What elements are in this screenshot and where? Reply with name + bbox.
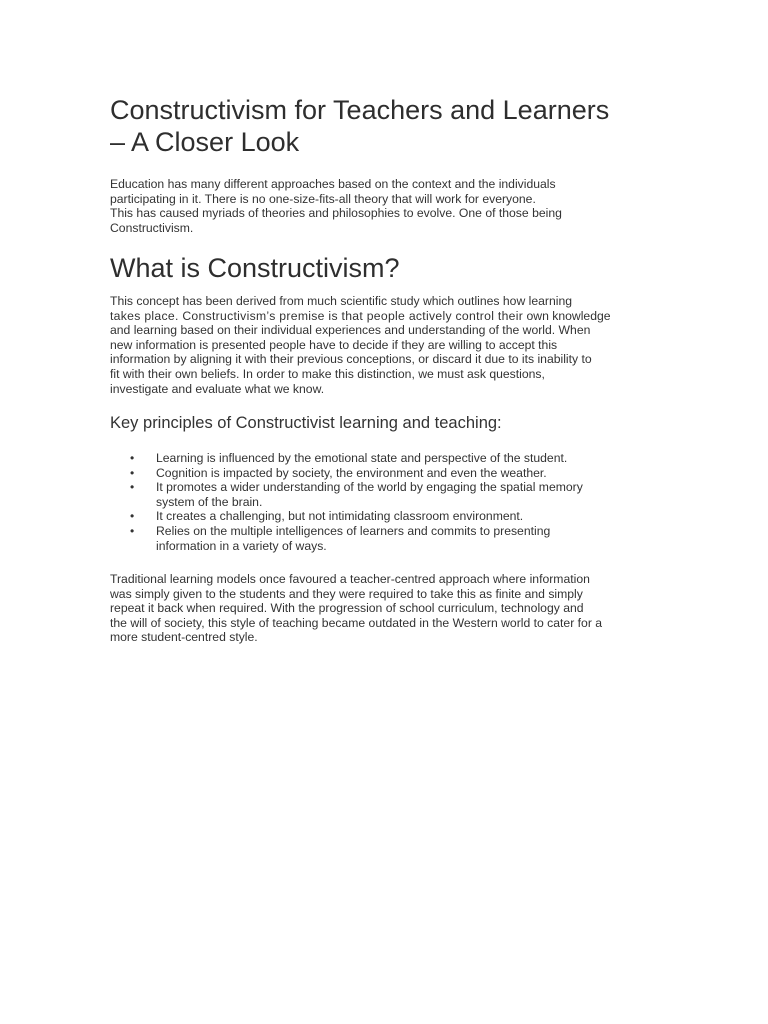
principles-heading: Key principles of Constructivist learning and teaching: <box>110 414 502 432</box>
text-line: Education has many different approaches based on the context and the individuals <box>110 177 556 191</box>
bullet-icon: • <box>130 451 135 465</box>
text-line: and learning based on their individual experiences and understanding of the world. When <box>110 323 591 338</box>
text-line: fit with their own beliefs. In order to make this distinction, we must ask questions, <box>110 366 545 381</box>
text-line: information in a variety of ways. <box>156 538 327 553</box>
text-line: Relies on the multiple intelligences of learners and commits to presenting <box>156 523 551 538</box>
title-line: Constructivism for Teachers and Learners <box>110 95 610 125</box>
text-line: Traditional learning models once favoured a teacher-centred approach where information <box>110 572 590 586</box>
text-line: repeat it back when required. With the progression of school curriculum, technology and <box>110 601 584 616</box>
text-line: information by aligning it with their previous conceptions, or discard it due to its inability to <box>110 352 592 367</box>
text-line: This has caused myriads of theories and philosophies to evolve. One of those being <box>110 206 562 221</box>
list-item <box>110 524 670 553</box>
bullet-icon: • <box>130 523 135 538</box>
text-line: new information is presented people have to decide if they are willing to accept this <box>110 337 558 352</box>
list-item <box>110 480 670 509</box>
text-line: participating in it. There is no one-size-fits-all theory that will work for everyone. <box>110 191 536 206</box>
list-item-text <box>156 480 670 509</box>
text-line: was simply given to the students and they were required to take this as finite and simply <box>110 586 583 601</box>
bullet-icon: • <box>130 509 135 524</box>
document-title <box>110 94 670 158</box>
list-item-text <box>156 524 670 553</box>
text-line: investigate and evaluate what we know. <box>110 381 325 396</box>
text-fragment: takes place. Constructivism’s premise is that people actively control their <box>110 308 524 323</box>
list-item <box>110 509 670 524</box>
list-item-text <box>156 451 670 466</box>
text-line: It creates a challenging, but not intimidating classroom environment. <box>156 509 524 524</box>
text-line: It promotes a wider understanding of the world by engaging the spatial memory <box>156 480 583 495</box>
text-fragment: own knowledge <box>523 308 611 323</box>
text-line <box>110 309 670 324</box>
text-line: Cognition is impacted by society, the environment and even the weather. <box>156 465 547 480</box>
list-item <box>110 451 670 466</box>
text-line: Learning is influenced by the emotional state and perspective of the student. <box>156 451 568 465</box>
text-line: This concept has been derived from much scientific study which outlines how learning <box>110 294 573 308</box>
list-item <box>110 466 670 481</box>
section-heading: What is Constructivism? <box>110 253 400 283</box>
text-line: the will of society, this style of teaching became outdated in the Western world to cater for a <box>110 615 603 630</box>
text-line: system of the brain. <box>156 494 263 509</box>
bullet-icon: • <box>130 480 135 495</box>
bullet-icon: • <box>130 465 135 480</box>
list-item-text <box>156 509 670 524</box>
definition-paragraph <box>110 294 670 396</box>
text-line: Constructivism. <box>110 220 194 235</box>
principles-list <box>110 451 670 553</box>
closing-paragraph <box>110 572 670 645</box>
title-line: – A Closer Look <box>110 127 300 157</box>
list-item-text <box>156 466 670 481</box>
intro-paragraph <box>110 177 670 235</box>
text-line: more student-centred style. <box>110 630 258 645</box>
